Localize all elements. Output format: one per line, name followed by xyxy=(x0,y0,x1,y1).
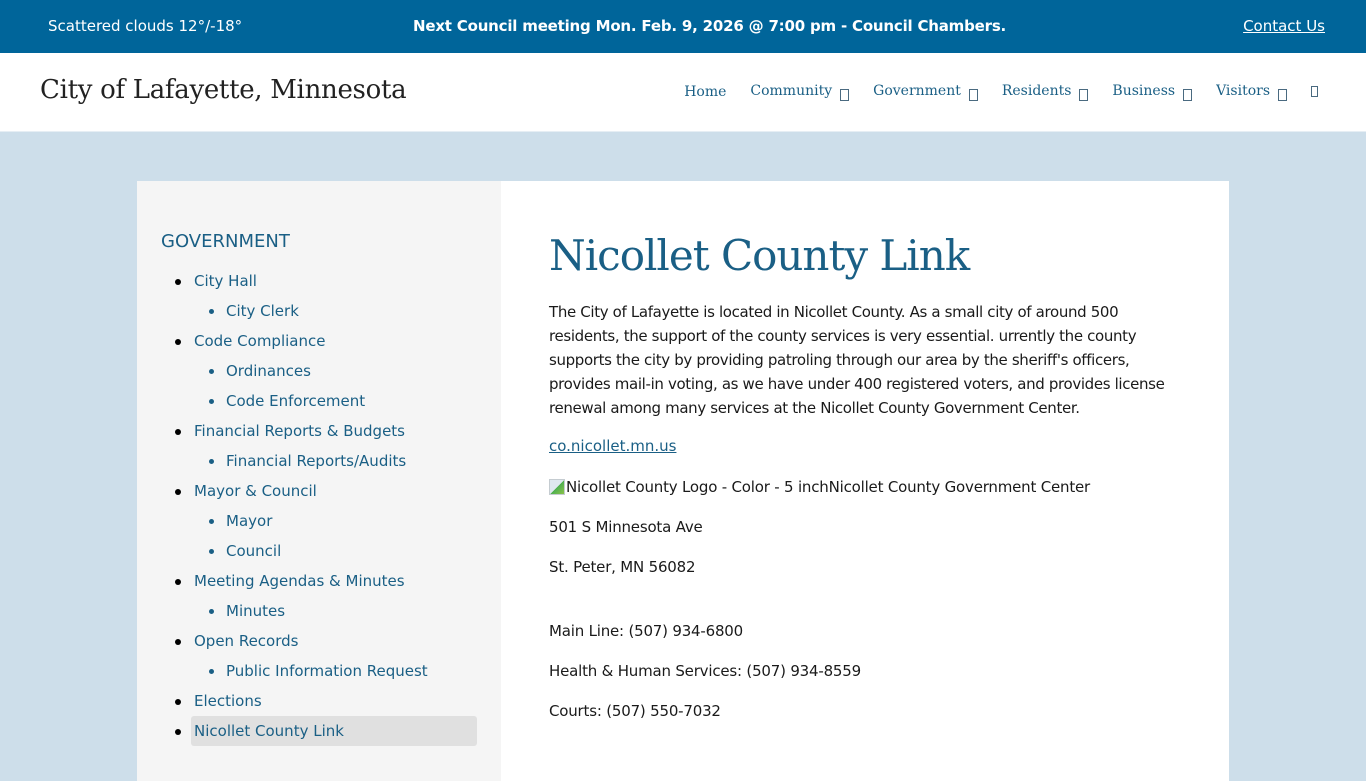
sidebar-item-code-compliance xyxy=(161,326,477,356)
sidebar xyxy=(137,181,501,781)
logo-alt-text: Nicollet County Logo - Color - 5 inch xyxy=(566,478,829,496)
nav-label: Government xyxy=(873,83,961,99)
sidebar-item-ordinances xyxy=(161,356,477,386)
sidebar-item-financial-reports-audits xyxy=(161,446,477,476)
phone-main-line: Main Line: (507) 934-6800 xyxy=(549,622,743,640)
top-bar xyxy=(0,0,1366,53)
meeting-announcement: Next Council meeting Mon. Feb. 9, 2026 @ 7:00 pm - Council Chambers. xyxy=(413,17,1007,35)
spacer xyxy=(549,595,1181,619)
sidebar-item-elections xyxy=(161,686,477,716)
sidebar-link[interactable]: Meeting Agendas & Minutes xyxy=(194,572,405,590)
sidebar-link[interactable]: Ordinances xyxy=(226,362,311,380)
search-icon[interactable] xyxy=(1311,86,1318,97)
sidebar-link[interactable]: Elections xyxy=(194,692,262,710)
contact-us-link[interactable]: Contact Us xyxy=(1243,17,1325,35)
sidebar-link[interactable]: Code Enforcement xyxy=(226,392,366,410)
page-title: Nicollet County Link xyxy=(549,231,970,280)
sidebar-item-code-enforcement xyxy=(161,386,477,416)
sidebar-item-public-information-request xyxy=(161,656,477,686)
content-container xyxy=(137,181,1229,781)
nav-community[interactable] xyxy=(750,83,849,101)
sidebar-item-nicollet-county-link xyxy=(161,716,477,746)
phone-courts: Courts: (507) 550-7032 xyxy=(549,702,721,720)
sidebar-link[interactable]: Open Records xyxy=(194,632,299,650)
address-line-2: St. Peter, MN 56082 xyxy=(549,558,696,576)
chevron-down-icon[interactable] xyxy=(1183,89,1192,101)
county-logo-image xyxy=(549,475,829,499)
sidebar-link[interactable]: Minutes xyxy=(226,602,286,620)
nav-label: Business xyxy=(1112,83,1176,99)
broken-image-icon xyxy=(549,479,565,495)
main-nav xyxy=(660,83,1318,101)
sidebar-menu xyxy=(161,266,477,746)
sidebar-item-city-hall xyxy=(161,266,477,296)
nav-label: Visitors xyxy=(1216,83,1270,99)
nav-home[interactable] xyxy=(684,84,726,100)
logo-line xyxy=(549,475,1181,499)
sidebar-link[interactable]: Financial Reports/Audits xyxy=(226,452,407,470)
county-website-link[interactable]: co.nicollet.mn.us xyxy=(549,437,677,455)
sidebar-heading: GOVERNMENT xyxy=(161,231,290,252)
sidebar-item-city-clerk xyxy=(161,296,477,326)
weather-info: Scattered clouds 12°/-18° xyxy=(48,17,243,35)
site-title[interactable]: City of Lafayette, Minnesota xyxy=(40,75,407,105)
sidebar-item-meeting-agendas xyxy=(161,566,477,596)
sidebar-link[interactable]: Code Compliance xyxy=(194,332,326,350)
sidebar-link[interactable]: Financial Reports & Budgets xyxy=(194,422,405,440)
address-line-1: 501 S Minnesota Ave xyxy=(549,518,703,536)
sidebar-item-minutes xyxy=(161,596,477,626)
site-header xyxy=(0,53,1366,132)
sidebar-link[interactable]: Public Information Request xyxy=(226,662,428,680)
sidebar-link[interactable]: Mayor & Council xyxy=(194,482,317,500)
sidebar-link[interactable]: Mayor xyxy=(226,512,273,530)
sidebar-item-mayor-council xyxy=(161,476,477,506)
sidebar-link[interactable]: City Hall xyxy=(194,272,257,290)
main-content xyxy=(501,181,1229,781)
nav-label: Residents xyxy=(1001,83,1072,99)
sidebar-link[interactable]: City Clerk xyxy=(226,302,299,320)
nav-business[interactable] xyxy=(1112,83,1192,101)
nav-label: Community xyxy=(750,83,833,99)
sidebar-item-council xyxy=(161,536,477,566)
chevron-down-icon[interactable] xyxy=(1278,89,1287,101)
chevron-down-icon[interactable] xyxy=(1079,89,1088,101)
nav-government[interactable] xyxy=(873,83,978,101)
chevron-down-icon[interactable] xyxy=(840,89,849,101)
nav-label: Home xyxy=(684,84,727,100)
chevron-down-icon[interactable] xyxy=(969,89,978,101)
sidebar-link-active[interactable]: Nicollet County Link xyxy=(191,716,477,746)
center-name: Nicollet County Government Center xyxy=(828,478,1091,496)
sidebar-item-open-records xyxy=(161,626,477,656)
sidebar-link[interactable]: Council xyxy=(226,542,282,560)
nav-visitors[interactable] xyxy=(1216,83,1287,101)
sidebar-item-mayor xyxy=(161,506,477,536)
nav-residents[interactable] xyxy=(1002,83,1089,101)
intro-paragraph: The City of Lafayette is located in Nicollet County. As a small city of around 500 residents, the support of the county services is very essential. urrently the county supports the city by providing patroling through our area by the sheriff's officers, provides mail-in voting, as we have under 400 registered voters, and provides license renewal among many services at the Nicollet County Government Center. xyxy=(549,303,1165,417)
sidebar-item-financial-reports-budgets xyxy=(161,416,477,446)
phone-health-services: Health & Human Services: (507) 934-8559 xyxy=(549,662,861,680)
